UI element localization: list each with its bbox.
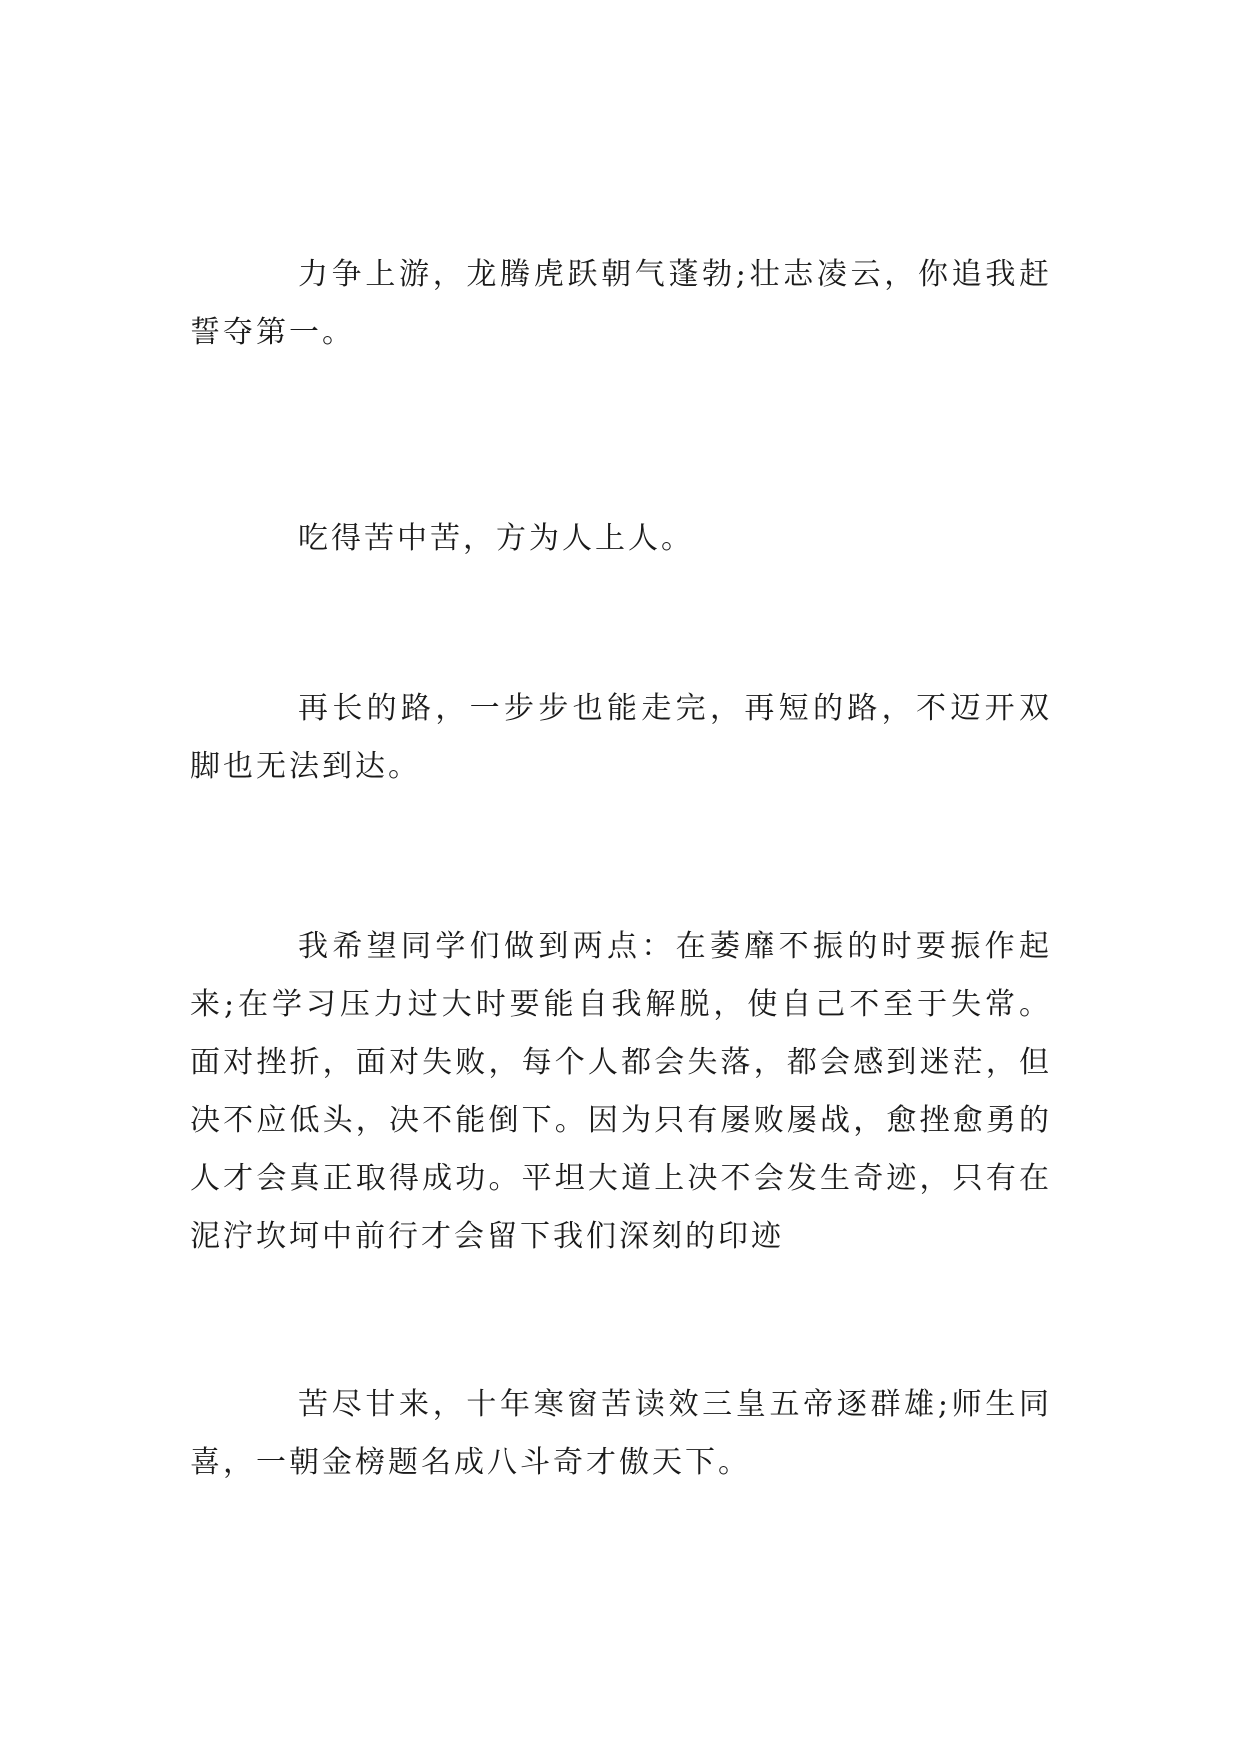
paragraph-3: 再长的路，一步步也能走完，再短的路，不迈开双脚也无法到达。 — [190, 691, 1052, 784]
paragraph-2: 吃得苦中苦，方为人上人。 — [298, 521, 694, 556]
paragraph-5: 苦尽甘来，十年寒窗苦读效三皇五帝逐群雄;师生同喜，一朝金榜题名成八斗奇才傲天下。 — [190, 1387, 1052, 1480]
paragraph-4: 我希望同学们做到两点：在萎靡不振的时要振作起来;在学习压力过大时要能自我解脱，使自己不至于失常。面对挫折，面对失败，每个人都会失落，都会感到迷茫，但决不应低头，决不能倒下。因为只有屡败屡战，愈挫愈勇的人才会真正取得成功。平坦大道上决不会发生奇迹，只有在泥泞坎坷中前行才会留下我们深刻的印迹 — [190, 929, 1052, 1254]
paragraph-1: 力争上游，龙腾虎跃朝气蓬勃;壮志凌云，你追我赶誓夺第一。 — [190, 257, 1052, 350]
